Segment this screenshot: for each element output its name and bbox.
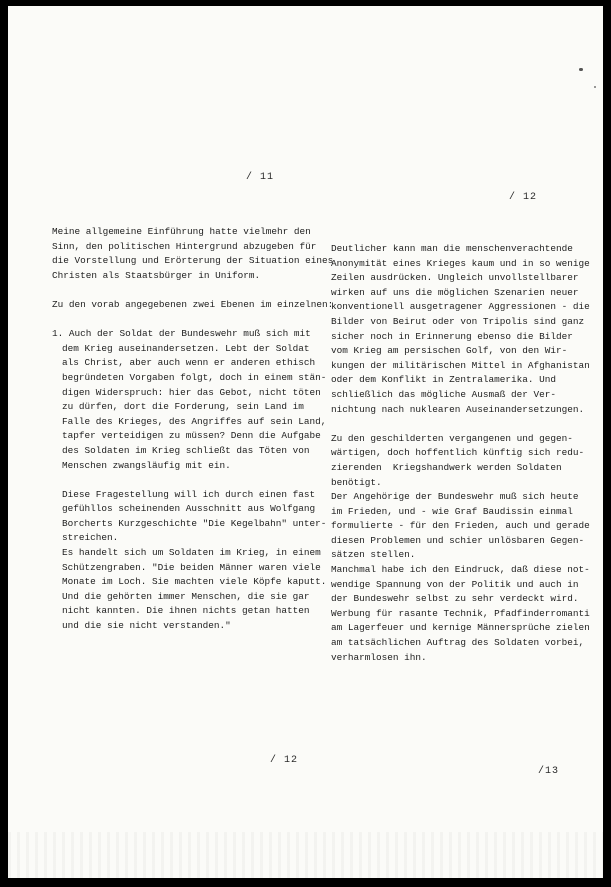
text-line: Deutlicher kann man die menschenverachtende xyxy=(331,243,573,254)
text-line: Und die gehörten immer Menschen, die sie gar xyxy=(62,590,310,602)
text-line: wirken auf uns die möglichen Szenarien neuer xyxy=(331,286,579,298)
text-line: verharmlosen ihn. xyxy=(331,651,427,663)
text-line: am Lagerfeuer und kernige Männersprüche zielen xyxy=(331,622,590,634)
page-number-left-top: / 11 xyxy=(246,172,275,183)
text-line: begründeten Vorgaben folgt, doch in einem stän- xyxy=(62,371,327,383)
left-column-text xyxy=(52,225,334,634)
text-line: Menschen zwangsläufig mit ein. xyxy=(62,459,231,471)
text-line: am tatsächlichen Auftrag des Soldaten vorbei, xyxy=(331,637,585,649)
scan-speck xyxy=(579,68,583,71)
text-line: Christen als Staatsbürger in Uniform. xyxy=(52,269,261,281)
text-line: kungen der militärischen Mittel in Afghanistan xyxy=(331,359,590,371)
paragraph-gap xyxy=(52,313,328,328)
text-line: Bilder von Beirut oder von Tripolis sind ganz xyxy=(331,315,585,327)
scan-noise xyxy=(8,832,603,878)
text-line: formulierte - für den Frieden, auch und gerade xyxy=(331,520,590,532)
text-line: im Frieden, und - wie Graf Baudissin einmal xyxy=(331,505,573,517)
text-line: dem Krieg auseinandersetzen. Lebt der Soldat xyxy=(62,342,310,354)
text-line: Sinn, den politischen Hintergrund abzugeben für xyxy=(52,240,317,252)
text-line: sätzen stellen. xyxy=(331,549,416,561)
text-line: als Christ, aber auch wenn er anderen ethisch xyxy=(62,357,316,369)
text-line: Der Angehörige der Bundeswehr muß sich heute xyxy=(331,491,579,503)
text-line: Meine allgemeine Einführung hatte vielmehr den xyxy=(52,226,311,237)
text-line: Werbung für rasante Technik, Pfadfinderromanti xyxy=(331,607,590,619)
page-number-right-bottom: /13 xyxy=(538,766,560,777)
text-line: wärtigen, doch hoffentlich künftig sich redu- xyxy=(331,447,585,459)
text-line: tapfer verteidigen zu müssen? Denn die Aufgabe xyxy=(62,430,321,442)
text-line: oder dem Konflikt in Zentralamerika. Und xyxy=(331,374,557,386)
page-number-right-top: / 12 xyxy=(509,192,538,203)
text-line: Anonymität eines Krieges kaum und in so wenige xyxy=(331,257,590,269)
text-line: Zeilen ausdrücken. Ungleich unvollstellbarer xyxy=(331,272,579,284)
text-line: wendige Spannung von der Politik und auch in xyxy=(331,578,579,590)
text-line: nichtung nach nuklearen Auseinandersetzungen. xyxy=(331,403,585,415)
text-line: des Soldaten im Krieg schließt das Töten von xyxy=(62,444,310,456)
page-number-left-bottom: / 12 xyxy=(270,755,299,766)
text-line: Diese Fragestellung will ich durch einen fast xyxy=(62,488,316,500)
text-line: sicher noch in Erinnerung ebenso die Bilder xyxy=(331,330,573,342)
text-line: die Vorstellung und Erörterung der Situation eines xyxy=(52,255,334,267)
paragraph-gap xyxy=(52,283,328,298)
text-line: vom Krieg am persischen Golf, von den Wir- xyxy=(331,345,568,357)
right-column-text xyxy=(331,242,603,665)
text-line: benötigt. xyxy=(331,476,382,488)
text-line: nicht kannten. Die ihnen nichts getan hatten xyxy=(62,605,310,617)
scan-speck xyxy=(594,86,596,88)
text-line: Monate im Loch. Sie machten viele Köpfe kaputt. xyxy=(62,576,327,588)
text-line: 1. Auch der Soldat der Bundeswehr muß sich mit xyxy=(52,328,311,340)
text-line: Borcherts Kurzgeschichte "Die Kegelbahn" unter- xyxy=(62,517,327,529)
text-line: Zu den vorab angegebenen zwei Ebenen im einzelnen: xyxy=(52,298,334,310)
text-line: zierenden Kriegshandwerk werden Soldaten xyxy=(331,461,562,473)
text-line: Es handelt sich um Soldaten im Krieg, in einem xyxy=(62,547,321,559)
text-line: Zu den geschilderten vergangenen und gegen- xyxy=(331,432,573,444)
text-line: streichen. xyxy=(62,532,119,544)
text-line: diesen Problemen und schier unlösbaren Gegen- xyxy=(331,534,585,546)
text-line: gefühllos scheinenden Ausschnitt aus Wolfgang xyxy=(62,503,316,515)
document-page xyxy=(8,6,603,878)
text-line: digen Widerspruch: hier das Gebot, nicht töten xyxy=(62,386,321,398)
text-line: konventionell ausgetragener Aggressionen - die xyxy=(331,301,590,313)
text-line: zu dürfen, dort die Forderung, sein Land im xyxy=(62,401,304,413)
text-line: und die sie nicht verstanden." xyxy=(62,620,231,632)
text-line: Schützengraben. "Die beiden Männer waren viele xyxy=(62,561,321,573)
text-line: schließlich das mögliche Ausmaß der Ver- xyxy=(331,388,557,400)
paragraph-gap xyxy=(331,417,603,432)
text-line: Manchmal habe ich den Eindruck, daß diese not- xyxy=(331,564,590,576)
text-line: der Bundeswehr selbst zu sehr verdeckt wird. xyxy=(331,593,579,605)
text-line: Falle des Krieges, des Angriffes auf sein Land, xyxy=(62,415,327,427)
paragraph-gap xyxy=(52,473,328,488)
